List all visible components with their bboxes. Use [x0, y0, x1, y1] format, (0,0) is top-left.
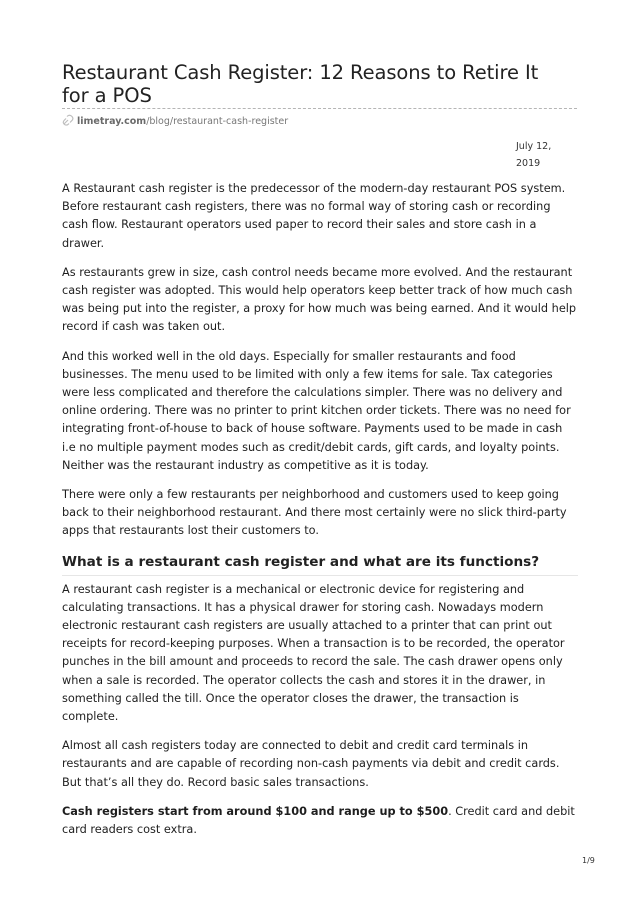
price-highlight: Cash registers start from around $100 and range up to $500 — [62, 804, 449, 818]
source-path: /blog/restaurant-cash-register — [146, 116, 289, 127]
paragraph: A Restaurant cash register is the predecessor of the modern-day restaurant POS system. Before restaurant cash registers, there was no formal way of storing cash or recording cash flow. Restaurant operators used paper to record their sales and store cash in a drawer. — [62, 182, 566, 250]
source-link[interactable] — [62, 114, 288, 129]
article-body — [62, 180, 578, 850]
source-domain: limetray.com — [77, 116, 147, 127]
article-title: Restaurant Cash Register: 12 Reasons to Retire It for a POS — [62, 61, 539, 107]
heading-rule — [62, 575, 578, 576]
paragraph: A restaurant cash register is a mechanical or electronic device for registering and calculating transactions. It has a physical drawer for storing cash. Nowadays modern electronic restaurant cash registers are usually attached to a printer that can print out receipts for record-keeping purposes. When a transaction is to be recorded, the operator punches in the bill amount and proceeds to record the sale. The cash drawer opens only when a sale is recorded. The operator collects the cash and stores it in the drawer, in something called the till. Once the operator closes the drawer, the transaction is complete. — [62, 582, 565, 724]
page-number: 1/9 — [582, 856, 595, 865]
title-divider — [62, 108, 577, 109]
article-date: July 12, 2019 — [516, 141, 552, 169]
paragraph: Almost all cash registers today are connected to debit and credit card terminals in restaurants and are capable of recording non-cash payments via debit and credit cards. But that’s all they do. Record basic sales transactions. — [62, 739, 560, 789]
link-icon — [62, 114, 74, 126]
paragraph: There were only a few restaurants per neighborhood and customers used to keep going back to their neighborhood restaurant. And there most certainly were no slick third-party apps that restaurants lost their customers to. — [62, 488, 567, 538]
section-heading: What is a restaurant cash register and what are its functions? — [62, 553, 540, 570]
paragraph — [62, 803, 578, 839]
paragraph-text: . Credit card and debit card readers cost extra. — [62, 804, 575, 837]
paragraph: As restaurants grew in size, cash control needs became more evolved. And the restaurant cash register was adopted. This would help operators keep better track of how much cash was being put into the register, a proxy for how much was being earned. And it would help record if cash was taken out. — [62, 265, 577, 334]
paragraph: And this worked well in the old days. Especially for smaller restaurants and food businesses. The menu used to be limited with only a few items for sale. Tax categories were less complicated and therefore the calculations simpler. There was no delivery and online ordering. There was no printer to print kitchen order tickets. There was no need for integrating front-of-house to back of house software. Payments used to be made in cash i.e no multiple payment modes such as credit/debit cards, gift cards, and loyalty points. Neither was the restaurant industry as competitive as it is today. — [62, 349, 571, 472]
